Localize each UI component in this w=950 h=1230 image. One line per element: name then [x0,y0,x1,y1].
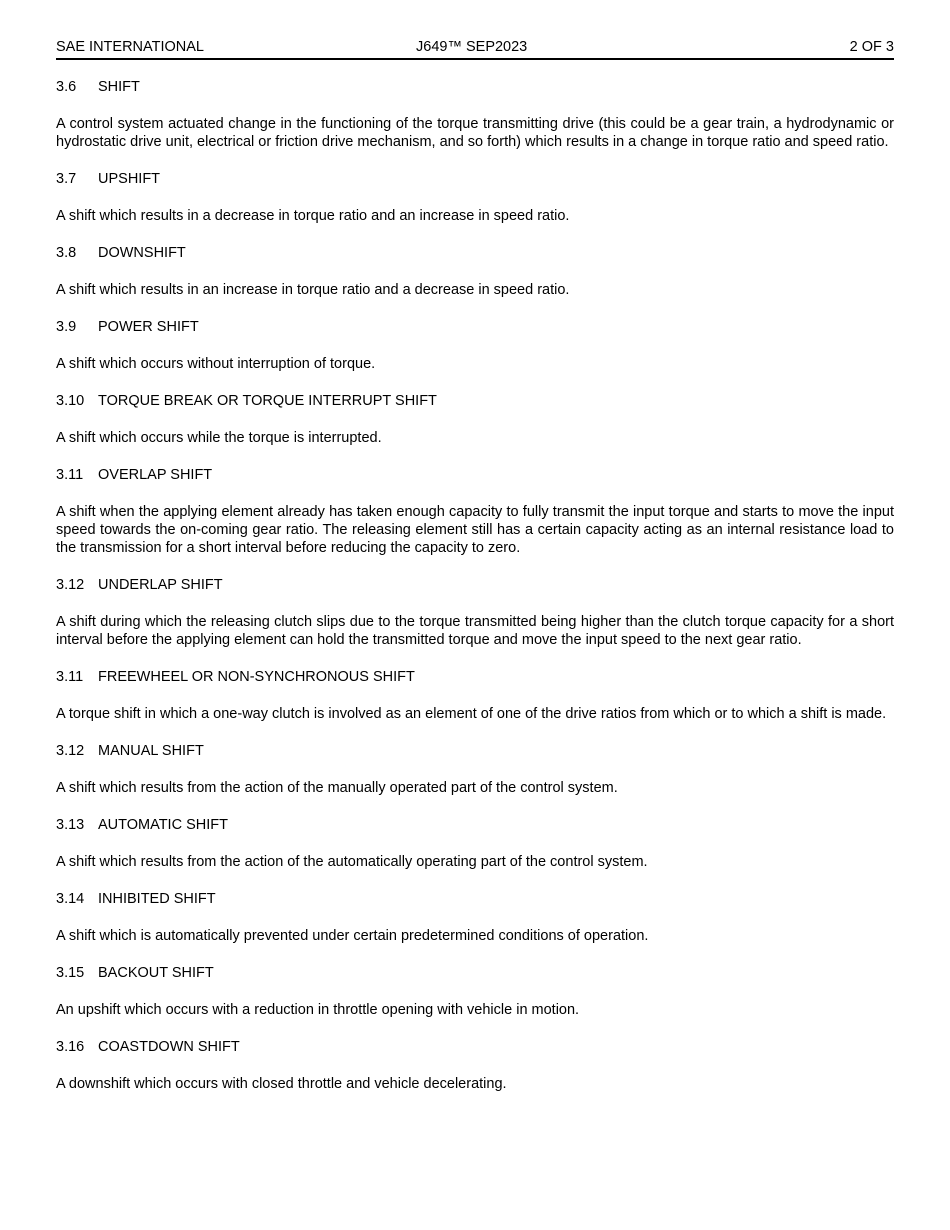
section-definition: A torque shift in which a one-way clutch is involved as an element of one of the drive ratios from which or to which a shift is made. [56,706,887,722]
section-number: 3.10 [56,393,85,409]
section [56,668,894,742]
section-number: 3.12 [56,577,85,593]
section-heading [56,576,894,594]
section-number: 3.6 [56,79,77,95]
section-title: POWER SHIFT [98,319,199,335]
section-title: INHIBITED SHIFT [98,891,216,907]
section [56,170,894,244]
section-definition: A control system actuated change in the functioning of the torque transmitting drive (this could be a gear train, a hydrodynamic or hydrostatic drive unit, electrical or friction drive mechanism, and so forth) which results in a change in torque ratio and speed ratio. [56,116,894,150]
section [56,576,894,668]
section-title: TORQUE BREAK OR TORQUE INTERRUPT SHIFT [98,393,437,409]
section-heading [56,1038,894,1056]
section-definition: A shift which occurs without interruption of torque. [56,356,376,372]
section-title: SHIFT [98,79,140,95]
section [56,318,894,392]
section-number: 3.7 [56,171,77,187]
section-number: 3.12 [56,743,85,759]
section [56,392,894,466]
section-number: 3.11 [56,669,84,685]
section-definition: A shift which results from the action of the manually operated part of the control system. [56,780,618,796]
section-title: AUTOMATIC SHIFT [98,817,228,833]
section-title: BACKOUT SHIFT [98,965,214,981]
section-definition: A shift which results in an increase in torque ratio and a decrease in speed ratio. [56,282,570,298]
section-definition: A shift which occurs while the torque is interrupted. [56,430,382,446]
section-definition: A shift when the applying element already has taken enough capacity to fully transmit the input torque and starts to move the input speed towards the on-coming gear ratio. The releasing element still has a certain capacity acting as an internal resistance load to the transmission for a short interval before reducing the capacity to zero. [56,504,894,556]
section-heading [56,816,894,834]
section-heading [56,890,894,908]
section [56,244,894,318]
section-definition: A downshift which occurs with closed throttle and vehicle decelerating. [56,1076,507,1092]
header-publisher: SAE INTERNATIONAL [56,39,204,55]
section-number: 3.8 [56,245,77,261]
section-heading [56,244,894,262]
section-title: DOWNSHIFT [98,245,186,261]
section-number: 3.13 [56,817,85,833]
section-definition: A shift which results in a decrease in torque ratio and an increase in speed ratio. [56,208,570,224]
section-heading [56,78,894,96]
section-heading [56,742,894,760]
section-number: 3.14 [56,891,85,907]
section-heading [56,318,894,336]
section-title: COASTDOWN SHIFT [98,1039,240,1055]
section-heading [56,170,894,188]
section-heading [56,392,894,410]
section [56,890,894,964]
document-page [56,38,894,1092]
section [56,742,894,816]
section-title: UNDERLAP SHIFT [98,577,223,593]
section-number: 3.15 [56,965,85,981]
section-title: UPSHIFT [98,171,161,187]
section-definition: A shift which is automatically prevented under certain predetermined conditions of operation. [56,928,649,944]
header-page-number: 2 OF 3 [849,39,894,55]
section-definition: A shift during which the releasing clutch slips due to the torque transmitted being higher than the clutch torque capacity for a short interval before the applying element can hold the transmitted torque and move the input speed to the next gear ratio. [56,614,894,648]
section-number: 3.9 [56,319,77,335]
header-document-id: J649™ SEP2023 [416,39,528,55]
section-number: 3.11 [56,467,84,483]
document-body [56,78,894,1093]
section [56,466,894,576]
section [56,816,894,890]
section [56,78,894,170]
section-title: OVERLAP SHIFT [98,467,213,483]
section-heading [56,466,894,484]
section-heading [56,668,894,686]
section [56,1038,894,1093]
section-title: FREEWHEEL OR NON-SYNCHRONOUS SHIFT [98,669,415,685]
section-number: 3.16 [56,1039,85,1055]
section-definition: A shift which results from the action of the automatically operating part of the control system. [56,854,648,870]
page-header [56,38,894,60]
section [56,964,894,1038]
section-definition: An upshift which occurs with a reduction in throttle opening with vehicle in motion. [56,1002,580,1018]
section-heading [56,964,894,982]
section-title: MANUAL SHIFT [98,743,204,759]
